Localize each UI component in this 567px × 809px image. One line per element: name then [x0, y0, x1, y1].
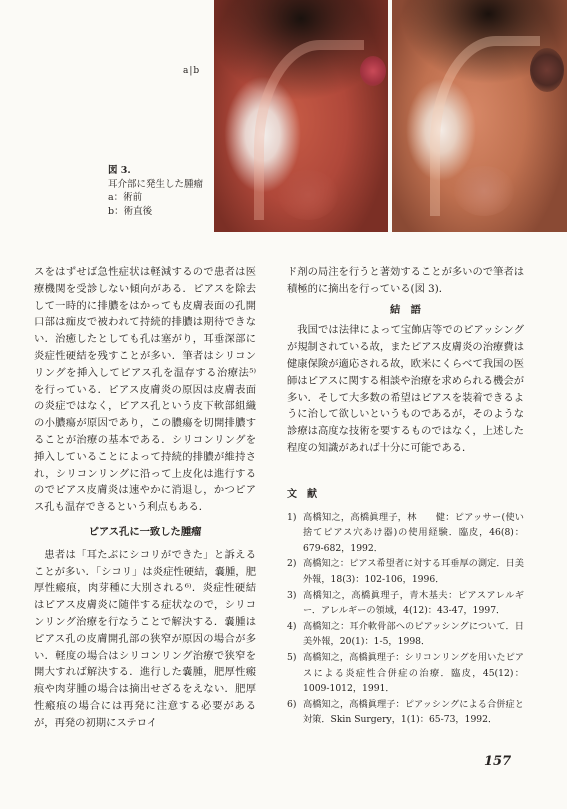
reference-text: 高橋知之，高橋眞理子，林 健：ピアッサー(使い捨てピアス穴あけ器)の使用経験．臨皮，46(8)：679-682，1992． — [303, 511, 524, 554]
figure-panel-a-label: a：術前 — [108, 192, 143, 203]
reference-text: 高橋知之，高橋眞理子：ピアッシングによる合併症と対策．Skin Surgery，1(1)：65-73，1992． — [303, 698, 524, 726]
reference-number: 3) — [287, 589, 297, 601]
page-number: 157 — [484, 754, 512, 769]
figure-photo-b — [392, 0, 567, 232]
reference-number: 6) — [287, 698, 297, 710]
reference-text: 高橋知之：ピアス希望者に対する耳垂厚の測定．日美外報，18(3)：102-106，1996． — [303, 558, 524, 585]
earlobe-shape — [454, 166, 514, 216]
figure-panel-marker: a|b — [183, 66, 201, 76]
figure-title: 耳介部に発生した腫瘤 — [108, 178, 204, 190]
body-paragraph: スをはずせば急性症状は軽減するので患者は医療機関を受診しない傾向がある．ピアスを除去して一時的に排膿をはかっても皮膚表面の孔開口部は痂皮で被われて持続的排膿は期待できない．治癒したとしても孔は塞がり，耳垂深部に炎症性硬結を残すことが多い．筆者はシリコンリングを挿入してピアス孔を温存する治療法⁵⁾を行っている．ピアス皮膚炎の原因は皮膚表面の炎症ではなく，ピアス孔という皮下軟部組織の小膿瘍が原因であり，この膿瘍を切開排膿することが治療の基本である．シリコンリングを挿入していることによって持続的排膿が維持され，シリコンリングに沿って上皮化は進行するのでピアス皮膚炎は速やかに消退し，かつピアス孔も温存できるという利点もある． — [34, 266, 256, 514]
figure-number: 図 3. — [108, 165, 131, 176]
body-paragraph: 患者は「耳たぶにシコリができた」と訴えることが多い．「シコリ」は炎症性硬結，嚢腫，肥厚性瘢痕，肉芽種に大別される⁶⁾．炎症性硬結はピアス皮膚炎に随伴する症状なので，シリコンリング治療を行なうことで解決する．嚢腫はピアス孔の皮膚開孔部の狭窄が原因の場合が多い．軽度の場合はシリコンリング治療で狭窄を開大すれば解決する．進行した嚢腫，肥厚性瘢痕や肉芽腫の場合は摘出せざるをえない．肥厚性瘢痕の場合には再発に注意する必要があるが，再発の初期にステロイ — [34, 548, 256, 729]
earlobe-shape — [278, 170, 338, 220]
suture-site-mark — [530, 48, 564, 92]
reference-text: 高橋知之，高橋眞理子：シリコンリングを用いたピアスによる炎症性合併症の治療．臨皮，45(12)：1009-1012，1991． — [303, 651, 524, 695]
body-paragraph: 我国では法律によって宝飾店等でのピアッシングが規制されている故，またピアス皮膚炎の治療費は健康保険が適応される故，欧米にくらべて我国の医師はピアスに関する相談や治療を求められる機会が多い．そして大多数の希望はピアスを装着できるように治して欲しいというものであるが，そのような診療は高度な技術を要するものではなく，上述した程度の知識があれば十分に可能である． — [287, 324, 524, 454]
reference-number: 4) — [287, 620, 297, 632]
left-column — [34, 264, 256, 732]
reference-list — [287, 510, 524, 728]
reference-item — [287, 619, 524, 650]
reference-item — [287, 697, 524, 728]
reference-number: 2) — [287, 558, 297, 570]
reference-text: 高橋知之：耳介軟骨部へのピアッシングについて．日美外報，20(1)：1-5，1998． — [303, 620, 524, 648]
nodule-mark — [360, 56, 386, 86]
reference-number: 1) — [287, 511, 297, 523]
reference-item — [287, 588, 524, 619]
reference-item — [287, 556, 524, 587]
reference-text: 高橋知之，高橋眞理子，青木基夫：ピアスアレルギー．アレルギーの領域，4(12)：43-47，1997． — [303, 589, 524, 617]
body-paragraph: ド剤の局注を行うと著効することが多いので筆者は積極的に摘出を行っている(図 3)． — [287, 266, 524, 295]
references-heading: 文 献 — [287, 488, 317, 500]
right-column — [287, 264, 524, 728]
reference-item — [287, 510, 524, 557]
reference-item — [287, 650, 524, 697]
reference-number: 5) — [287, 651, 297, 663]
figure-caption — [108, 164, 203, 218]
section-heading: ピアス孔に一致した腫瘤 — [88, 525, 202, 538]
figure-panel-b-label: b：術直後 — [108, 205, 153, 217]
conclusion-heading: 結 語 — [390, 303, 421, 316]
figure-photo-a — [214, 0, 388, 232]
